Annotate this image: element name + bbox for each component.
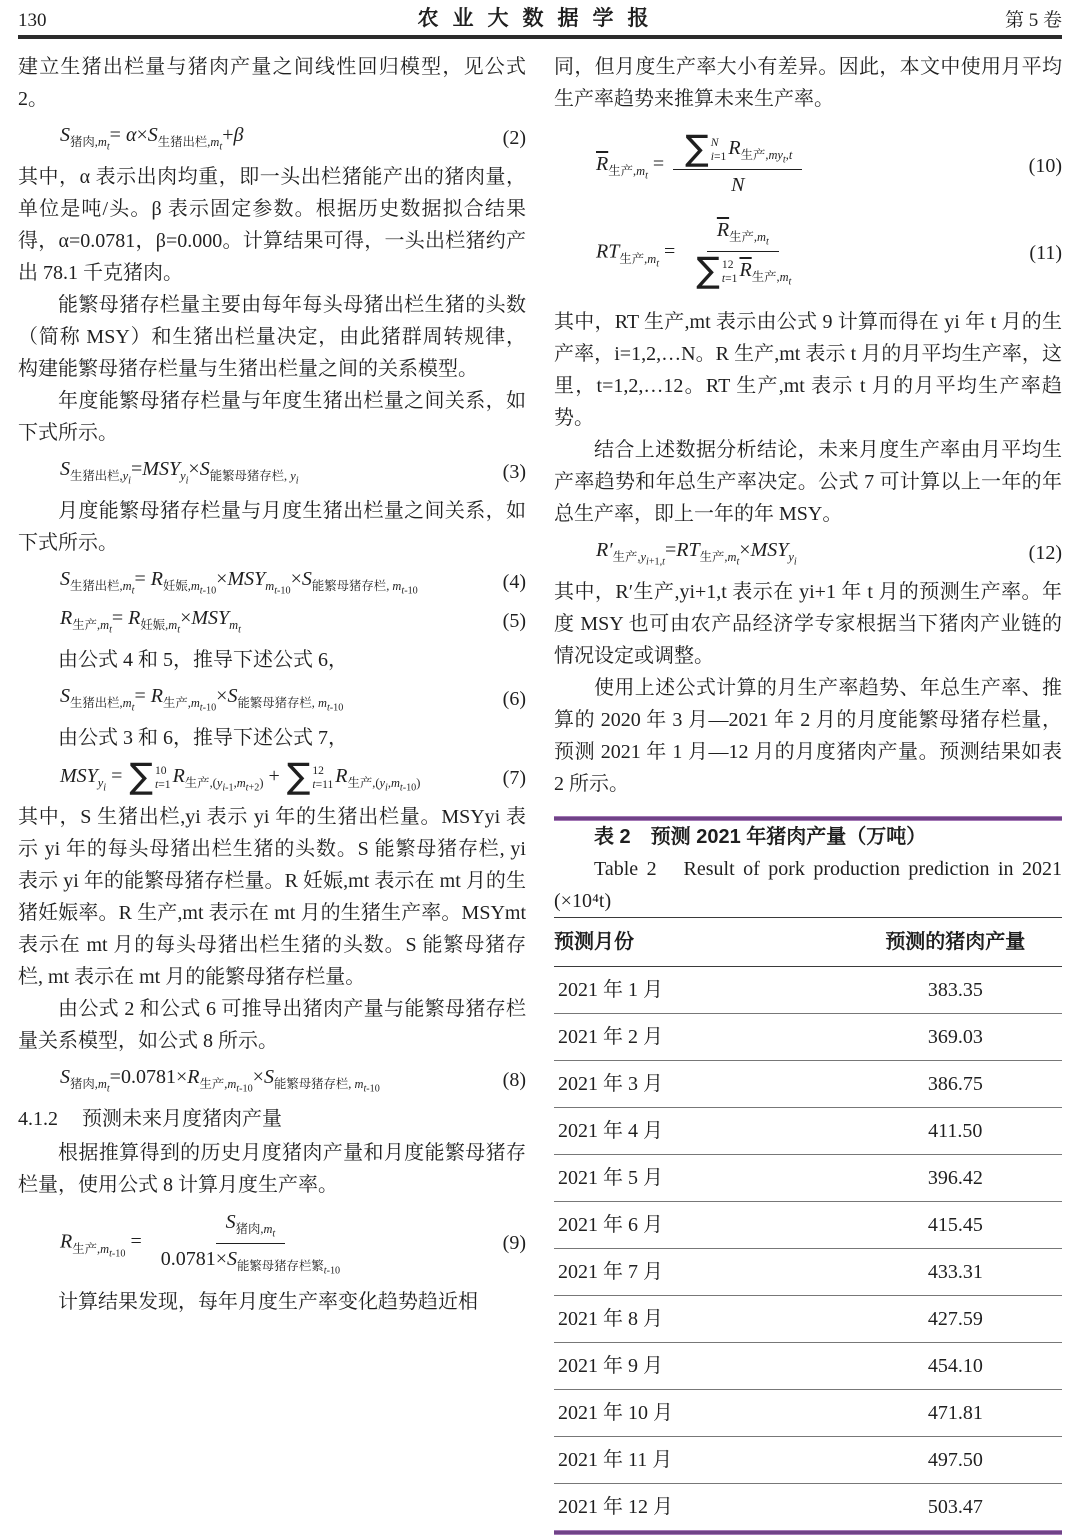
table2-header-row bbox=[554, 918, 1062, 967]
journal-title: 农业大数据学报 bbox=[417, 7, 663, 30]
table2-body bbox=[554, 967, 1062, 1531]
table2-header-month: 预测月份 bbox=[554, 931, 634, 954]
table2-block bbox=[554, 816, 1062, 1535]
table-row bbox=[554, 1108, 1062, 1155]
paragraph-predicted-rate: 其中，R′生产,yi+1,t 表示在 yi+1 年 t 月的预测生产率。年度 MSY 也可由农产品经济学专家根据当下猪肉产业链的情况设定或调整。 bbox=[554, 581, 1062, 668]
table-row bbox=[554, 1014, 1062, 1061]
cell-forecast-month: 2021 年 6 月 bbox=[554, 1202, 849, 1249]
table-row bbox=[554, 967, 1062, 1014]
paragraph-intro: 建立生猪出栏量与猪肉产量之间线性回归模型，见公式 2。 bbox=[18, 56, 526, 110]
equation-3 bbox=[18, 456, 526, 488]
section-number: 4.1.2 bbox=[18, 1108, 58, 1131]
running-head bbox=[18, 6, 1062, 32]
table-row bbox=[554, 1343, 1062, 1390]
cell-forecast-month: 2021 年 12 月 bbox=[558, 1496, 673, 1519]
equation-12 bbox=[554, 537, 1062, 569]
paragraph-derive-6: 由公式 4 和 5，推导下述公式 6， bbox=[58, 649, 348, 671]
equation-12-number: (12) bbox=[1028, 542, 1062, 565]
cell-pork-production: 427.59 bbox=[849, 1296, 1062, 1343]
equation-11 bbox=[554, 216, 1062, 290]
equation-3-formula: $S_{生猪出栏,y_i}=MSY_{y_i}\times S_{能繁母猪存栏, y_i}$ bbox=[60, 458, 299, 487]
table-row bbox=[554, 1437, 1062, 1484]
cell-pork-production: 433.31 bbox=[849, 1249, 1062, 1296]
paragraph-annual-relation: 年度能繁母猪存栏量与年度生猪出栏量之间关系，如下式所示。 bbox=[18, 390, 526, 444]
equation-7-number: (7) bbox=[502, 766, 526, 789]
paragraph-symbol-definitions: 其中，S 生猪出栏,yi 表示 yi 年的生猪出栏量。MSYyi 表示 yi 年的每头母猪出栏生猪的头数。S 能繁母猪存栏, yi 表示 yi 年的能繁母猪存栏量。R 妊娠,mt 表示在 mt 月的生猪妊娠率。R 生产,mt 表示在 mt 月的生猪生产率。MSYmt 表示在 mt 月的每头母猪出栏生猪的头数。S 能繁母猪存栏, mt 表示在 mt 月的能繁母猪存栏量。 bbox=[18, 806, 526, 989]
paragraph-alpha-beta: 其中，α 表示出肉均重，即一头出栏猪能产出的猪肉量，单位是吨/头。β 表示固定参数。根据历史数据拟合结果得，α=0.0781，β=0.000。计算结果可得，一头出栏猪约产出 78.1 千克猪肉。 bbox=[18, 166, 526, 284]
table-row bbox=[554, 1249, 1062, 1296]
cell-pork-production: 383.35 bbox=[849, 967, 1062, 1014]
equation-11-number: (11) bbox=[1029, 242, 1062, 265]
equation-9-formula: $R_{生产,m_{t-10}}$ = $\frac{S_{猪肉,m_t}}{0.0781\times S_{能繁母猪存栏繁_{t-10}}}$ bbox=[60, 1211, 341, 1277]
cell-pork-production: 411.50 bbox=[849, 1108, 1062, 1155]
cell-forecast-month: 2021 年 5 月 bbox=[554, 1155, 849, 1202]
cell-pork-production: 369.03 bbox=[849, 1014, 1062, 1061]
equation-10-number: (10) bbox=[1028, 154, 1062, 177]
cell-forecast-month: 2021 年 4 月 bbox=[554, 1108, 849, 1155]
table2-caption-en: Table 2 Result of pork production prediction in 2021 (×10⁴t) bbox=[554, 858, 1062, 913]
two-column-body bbox=[18, 51, 1062, 1535]
page-number: 130 bbox=[18, 10, 47, 31]
cell-pork-production: 503.47 bbox=[927, 1496, 983, 1519]
cell-pork-production: 386.75 bbox=[849, 1061, 1062, 1108]
section-heading-412 bbox=[18, 1103, 526, 1135]
equation-10-formula: $\overline{R}_{生产,m_t}$ = ∑ N i=1 $R_{生产,my_t,t}$ N bbox=[554, 131, 1014, 200]
right-column bbox=[554, 51, 1062, 1535]
volume-label: 第 5 卷 bbox=[1004, 10, 1062, 31]
equation-5-number: (5) bbox=[502, 610, 526, 632]
cell-forecast-month: 2021 年 8 月 bbox=[554, 1296, 849, 1343]
header-rule bbox=[18, 35, 1062, 39]
equation-5 bbox=[18, 605, 526, 637]
left-column bbox=[18, 51, 526, 1535]
paragraph-calc-rate: 根据推算得到的历史月度猪肉产量和月度能繁母猪存栏量，使用公式 8 计算月度生产率。 bbox=[18, 1142, 526, 1197]
table2-head bbox=[554, 918, 1062, 967]
equation-6 bbox=[18, 683, 526, 715]
paragraph-usage-prediction: 使用上述公式计算的月生产率趋势、年总生产率、推算的 2020 年 3 月—2021 年 2 月的月度能繁母猪存栏量，预测 2021 年 1 月—12 月的月度猪肉产量。预测结果如表 2 所示。 bbox=[554, 677, 1062, 796]
paragraph-continuation: 同，但月度生产率大小有差异。因此，本文中使用月平均生产率趋势来推算未来生产率。 bbox=[554, 56, 1062, 110]
table-row bbox=[554, 1061, 1062, 1108]
equation-2-number: (2) bbox=[502, 127, 526, 149]
table-row bbox=[554, 1484, 1062, 1531]
table2-bottom-bar bbox=[554, 1530, 1062, 1535]
equation-8-formula: $S_{猪肉,m_t}=0.0781\times R_{生产,m_{t-10}}\times S_{能繁母猪存栏, m_{t-10}}$ bbox=[60, 1066, 380, 1095]
equation-4-number: (4) bbox=[502, 571, 526, 593]
table-row bbox=[554, 1202, 1062, 1249]
paragraph-derive-8: 由公式 2 和公式 6 可推导出猪肉产量与能繁母猪存栏量关系模型，如公式 8 所示。 bbox=[18, 998, 526, 1053]
equation-9 bbox=[18, 1208, 526, 1278]
paragraph-msy-model: 能繁母猪存栏量主要由每年每头母猪出栏生猪的头数（简称 MSY）和生猪出栏量决定，由此猪群周转规律，构建能繁母猪存栏量与生猪出栏量之间的关系模型。 bbox=[18, 294, 526, 380]
cell-pork-production: 415.45 bbox=[849, 1202, 1062, 1249]
table2-caption-zh: 表 2 预测 2021 年猪肉产量（万吨） bbox=[594, 826, 927, 849]
paragraph-combine-conclusion: 结合上述数据分析结论，未来月度生产率由月平均生产率趋势和年总生产率决定。公式 7 可计算以上一年的年总生产率，即上一年的年 MSY。 bbox=[554, 439, 1062, 526]
table2 bbox=[554, 917, 1062, 1530]
equation-10 bbox=[554, 131, 1062, 200]
equation-8-number: (8) bbox=[502, 1069, 526, 1092]
equation-2 bbox=[18, 122, 526, 154]
cell-forecast-month: 2021 年 10 月 bbox=[554, 1390, 849, 1437]
cell-pork-production: 471.81 bbox=[849, 1390, 1062, 1437]
equation-4 bbox=[18, 566, 526, 598]
cell-pork-production: 454.10 bbox=[849, 1343, 1062, 1390]
equation-6-number: (6) bbox=[502, 688, 526, 710]
equation-7-formula: $MSY_{y_i}$ = ∑ 10 t=1 $R_{生产,(y_{i-1},m_{t+2})}$ + ∑ 12 t=11 $R_{生产,(y_i,m_{t-10})}$ bbox=[60, 757, 421, 797]
equation-2-formula: $S_{猪肉,m_t}= \alpha\times S_{生猪出栏,m_t}+\beta$ bbox=[60, 124, 244, 153]
equation-8 bbox=[18, 1064, 526, 1096]
equation-5-formula: $R_{生产,m_t}= R_{妊娠,m_t}\times MSY_{m_t}$ bbox=[60, 607, 241, 636]
section-title: 预测未来月度猪肉产量 bbox=[82, 1108, 282, 1131]
equation-11-formula: $RT_{生产,m_t}$ = $\overline{R}_{生产,m_t}$ ∑ 12 t=1 $\overline{R}_{生产,m_t}$ bbox=[596, 219, 792, 291]
paragraph-monthly-relation: 月度能繁母猪存栏量与月度生猪出栏量之间关系，如下式所示。 bbox=[18, 500, 526, 554]
paragraph-result-trend: 计算结果发现，每年月度生产率变化趋势趋近相 bbox=[58, 1290, 478, 1313]
paragraph-derive-7: 由公式 3 和 6，推导下述公式 7， bbox=[58, 727, 348, 749]
equation-4-formula: $S_{生猪出栏,m_t}= R_{妊娠,m_{t-10}}\times MSY_{m_{t-10}}\times S_{能繁母猪存栏, m_{t-10}}$ bbox=[60, 568, 418, 597]
equation-6-formula: $S_{生猪出栏,m_t}= R_{生产,m_{t-10}}\times S_{能繁母猪存栏, m_{t-10}}$ bbox=[60, 685, 344, 714]
cell-pork-production: 396.42 bbox=[849, 1155, 1062, 1202]
table-row bbox=[554, 1155, 1062, 1202]
table2-header-production: 预测的猪肉产量 bbox=[885, 931, 1026, 954]
equation-12-formula: $R'_{生产,y_{i+1,t}}=RT_{生产,m_t}\times MSY_{y_i}$ bbox=[596, 539, 797, 568]
cell-forecast-month: 2021 年 7 月 bbox=[554, 1249, 849, 1296]
cell-forecast-month: 2021 年 9 月 bbox=[554, 1343, 849, 1390]
cell-forecast-month: 2021 年 2 月 bbox=[554, 1014, 849, 1061]
cell-forecast-month: 2021 年 11 月 bbox=[554, 1437, 849, 1484]
equation-9-number: (9) bbox=[502, 1232, 526, 1255]
table-row bbox=[554, 1390, 1062, 1437]
cell-forecast-month: 2021 年 3 月 bbox=[554, 1061, 849, 1108]
cell-forecast-month: 2021 年 1 月 bbox=[554, 967, 849, 1014]
cell-pork-production: 497.50 bbox=[849, 1437, 1062, 1484]
equation-7 bbox=[18, 757, 526, 797]
table-row bbox=[554, 1296, 1062, 1343]
paragraph-rt-definitions: 其中，RT 生产,mt 表示由公式 9 计算而得在 yi 年 t 月的生产率，i=1,2,…N。R 生产,mt 表示 t 月的月平均生产率，这里，t=1,2,…12。RT 生产,mt 表示 t 月的月平均生产率趋势。 bbox=[554, 311, 1062, 430]
equation-3-number: (3) bbox=[502, 461, 526, 483]
